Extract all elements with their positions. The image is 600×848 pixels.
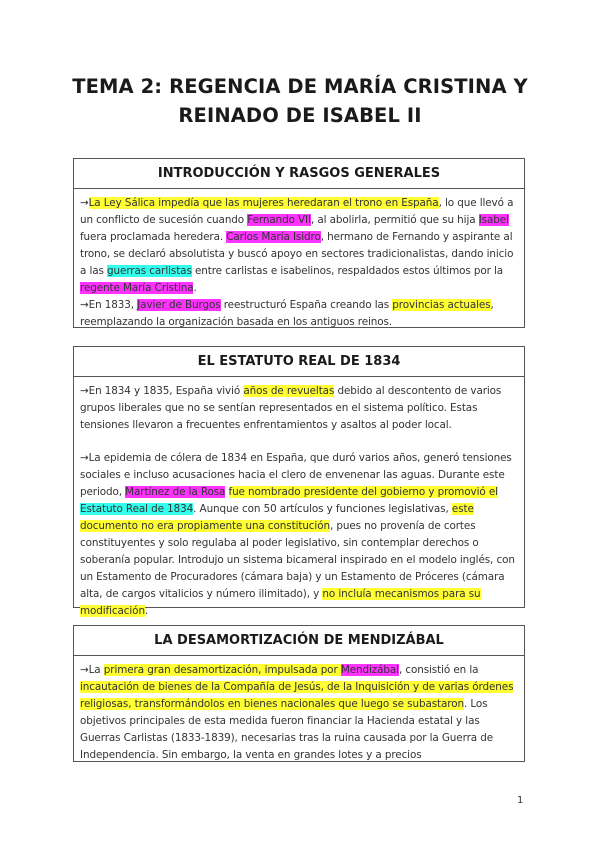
paragraph <box>80 662 518 764</box>
text: La epidemia de cólera de 1834 en España, que duró varios años, generó tensiones sociales e incluso acusaciones hacia el clero de envenenar las aguas. Durante este periodo, <box>80 452 512 498</box>
highlight-yellow: este documento no era propiamente una constitución <box>80 503 474 532</box>
highlight-yellow: no incluía mecanismos para su modificación <box>80 588 481 617</box>
text: . <box>144 605 149 617</box>
highlight-magenta: Isabel <box>478 214 509 226</box>
arrow-icon: → <box>80 197 89 209</box>
text: , consistió en la <box>398 664 479 676</box>
highlight-yellow: primera gran desamortización, impulsada por <box>103 664 341 676</box>
text: , hermano de Fernando y aspirante al trono, se declaró absolutista y buscó apoyo en sectores tradicionalistas, dando inicio a las <box>80 231 514 277</box>
highlight-yellow: años de revueltas <box>243 385 335 397</box>
highlight-yellow: provincias actuales <box>392 299 491 311</box>
highlight-magenta: Carlos María Isidro <box>226 231 321 243</box>
section-heading: EL ESTATUTO REAL DE 1834 <box>74 347 524 377</box>
paragraph <box>80 450 518 620</box>
highlight-yellow: fue nombrado presidente del gobierno y promovió el <box>228 486 498 498</box>
highlight-cyan: Estatuto Real de 1834 <box>80 503 194 515</box>
title-line-1: TEMA 2: REGENCIA DE MARÍA CRISTINA Y <box>72 75 528 98</box>
text: , al abolirla, permitió que su hija <box>311 214 479 226</box>
page-number: 1 <box>517 795 524 806</box>
paragraph <box>80 297 518 331</box>
title-line-2: REINADO DE ISABEL II <box>178 104 422 127</box>
text: fuera proclamada heredera. <box>80 231 227 243</box>
text: En 1834 y 1835, España vivió <box>88 385 244 397</box>
text: debido al descontento de varios grupos liberales que no se sentían representados en el sistema político. Estas tensiones llevaron a frecuentes enfrentamientos y asaltos al poder local. <box>80 385 502 431</box>
text: , pues no provenía de cortes constituyentes y solo regulaba al poder legislativo, sin contemplar derechos o soberanía popular. Introdujo un sistema bicameral inspirado en el modelo inglés, con un Estamento de Procuradores (cámara baja) y un Estamento de Próceres (cámara alta, de cargos vitalicios y número ilimitado), y <box>80 520 515 600</box>
text: En 1833, <box>88 299 138 311</box>
section-introduccion <box>73 158 525 328</box>
section-body <box>74 377 524 620</box>
section-body <box>74 656 524 764</box>
text: reestructuró España creando las <box>220 299 393 311</box>
highlight-magenta: Martínez de la Rosa <box>125 486 226 498</box>
highlight-magenta: Javier de Burgos <box>137 299 221 311</box>
page-title <box>0 72 600 130</box>
section-heading: LA DESAMORTIZACIÓN DE MENDIZÁBAL <box>74 626 524 656</box>
arrow-icon: → <box>80 385 89 397</box>
text: . <box>193 282 197 294</box>
arrow-icon: → <box>80 452 89 464</box>
text: La <box>88 664 104 676</box>
highlight-cyan: guerras carlistas <box>107 265 192 277</box>
text: , lo que llevó a un conflicto de sucesión cuando <box>80 197 514 226</box>
section-estatuto-real <box>73 346 525 617</box>
highlight-yellow: La Ley Sálica impedía que las mujeres heredaran el trono en España <box>88 197 439 209</box>
section-heading: INTRODUCCIÓN Y RASGOS GENERALES <box>74 159 524 189</box>
text: . Aunque con 50 artículos y funciones legislativas, <box>193 503 452 515</box>
highlight-magenta: Mendizábal <box>340 664 399 676</box>
text: . Los objetivos principales de esta medida fueron financiar la Hacienda estatal y las Guerras Carlistas (1833-1839), necesarias tras la ruina causada por la Guerra de Independencia. Sin embargo, la venta en grandes lotes y a precios <box>80 698 494 761</box>
paragraph <box>80 195 518 297</box>
arrow-icon: → <box>80 299 89 311</box>
highlight-magenta: Fernando VII <box>247 214 311 226</box>
text: entre carlistas e isabelinos, respaldados estos últimos por la <box>191 265 504 277</box>
highlight-yellow: incautación de bienes de la Compañía de Jesús, de la Inquisición y de varias órdenes religiosas, transformándolos en bienes nacionales que luego se subastaron <box>80 681 514 710</box>
section-body <box>74 189 524 331</box>
arrow-icon: → <box>80 664 89 676</box>
section-desamortizacion <box>73 625 525 762</box>
highlight-magenta: regente María Cristina <box>80 282 194 294</box>
text: , reemplazando la organización basada en los antiguos reinos. <box>80 299 494 328</box>
paragraph <box>80 383 518 434</box>
